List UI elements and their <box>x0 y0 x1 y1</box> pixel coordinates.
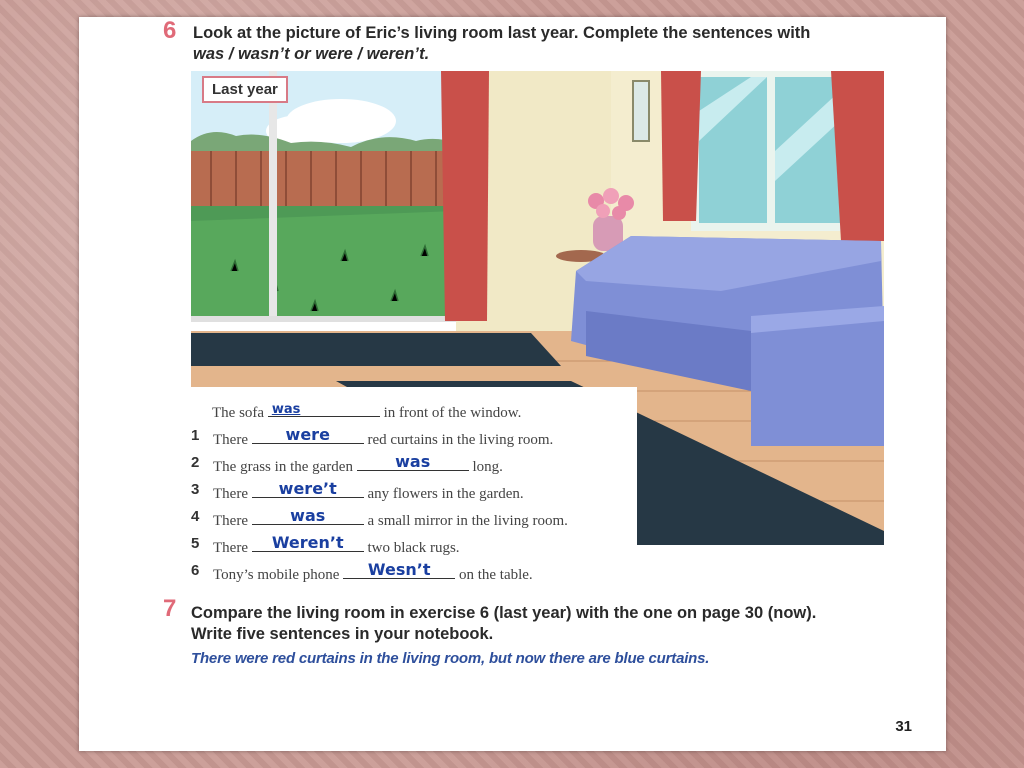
answer-text: Wesn’t <box>367 560 431 579</box>
exercise-7-model-answer: There were red curtains in the living room, but now there are blue curtains. <box>191 650 710 667</box>
answer-blank[interactable] <box>252 535 364 552</box>
exercise-6-number: 6 <box>163 17 177 44</box>
sentence-text-after: red curtains in the living room. <box>367 432 554 448</box>
answer-text: was <box>271 402 301 417</box>
sentence-number: 6 <box>191 562 200 579</box>
exercise-6-instruction-line1: Look at the picture of Eric’s living room last year. Complete the sentences with <box>193 24 811 42</box>
sentence-number: 4 <box>191 508 200 525</box>
answer-text: were’t <box>278 479 337 498</box>
exercise-6-instruction-line2: was / wasn’t or were / weren’t. <box>193 45 430 63</box>
exercise-7-instruction-line2: Write five sentences in your notebook. <box>191 625 494 643</box>
sentence-text-after: a small mirror in the living room. <box>367 513 568 529</box>
answer-text: Weren’t <box>271 533 344 552</box>
sentence-number: 2 <box>191 454 200 471</box>
answer-text: were <box>285 425 330 444</box>
sentence-text-before: There <box>213 540 248 556</box>
sentence-text-before: There <box>213 432 248 448</box>
answer-blank[interactable] <box>357 454 469 471</box>
rug-1 <box>191 333 561 366</box>
exercise-7-instruction-line1: Compare the living room in exercise 6 (last year) with the one on page 30 (now). <box>191 604 817 622</box>
sentence-number: 3 <box>191 481 200 498</box>
exercise-7-number: 7 <box>163 595 177 622</box>
sentence-text-before: There <box>213 513 248 529</box>
sentence-number: 5 <box>191 535 200 552</box>
sentence-text-before: The sofa <box>212 405 265 421</box>
sentence-text-before: The grass in the garden <box>213 459 353 475</box>
example-sentence <box>212 400 521 424</box>
answer-text: was <box>395 452 431 471</box>
sentence-text-after: any flowers in the garden. <box>367 486 524 502</box>
curtain-left <box>441 71 489 321</box>
sentence-text-after: two black rugs. <box>367 540 460 556</box>
answer-blank[interactable] <box>252 508 364 525</box>
answer-blank[interactable] <box>252 481 364 498</box>
fence <box>191 151 456 211</box>
sentence-number: 1 <box>191 427 200 444</box>
sentence-text-after: long. <box>472 459 503 475</box>
sentence-text-before: There <box>213 486 248 502</box>
curtain-middle <box>661 71 701 221</box>
answer-blank[interactable] <box>268 400 380 417</box>
page-number: 31 <box>895 718 912 735</box>
answer-text: was <box>290 506 326 525</box>
answer-blank[interactable] <box>252 427 364 444</box>
window-frame <box>269 71 277 321</box>
exercise-7-instruction <box>191 603 816 645</box>
sentence-text-before: Tony’s mobile phone <box>213 567 340 583</box>
mirror <box>633 81 649 141</box>
textbook-page <box>79 17 946 751</box>
sentence-text-after: in front of the window. <box>383 405 522 421</box>
sentence-text-after: on the table. <box>458 567 533 583</box>
last-year-label: Last year <box>202 76 288 103</box>
answer-blank[interactable] <box>343 562 455 579</box>
exercise-6-instruction <box>193 23 810 65</box>
